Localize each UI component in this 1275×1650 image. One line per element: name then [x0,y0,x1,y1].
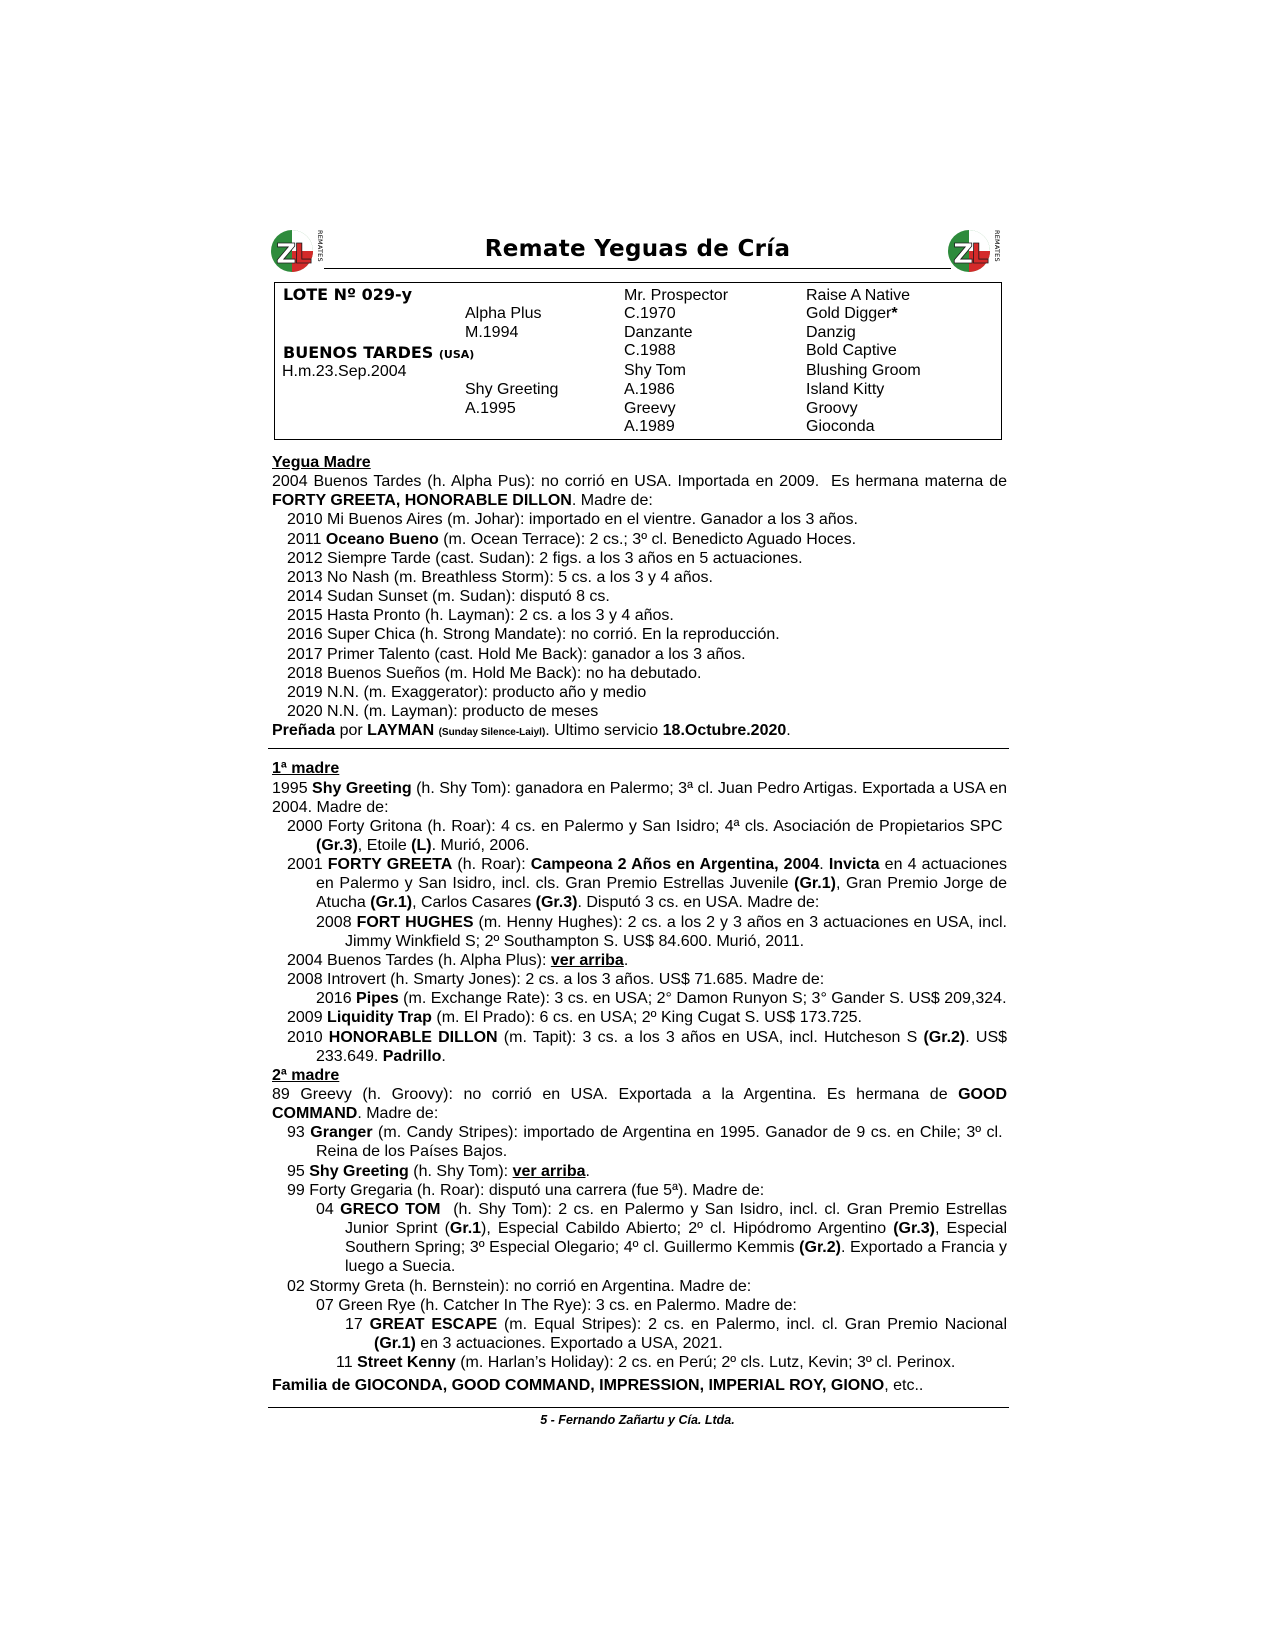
paragraph: 1995 Shy Greeting (h. Shy Tom): ganadora en Palermo; 3ª cl. Juan Pedro Artigas. Exportada a USA en 2004. Madre de: [272,779,1007,816]
list-item: 2004 Buenos Tardes (h. Alpha Plus): ver arriba. [287,951,629,969]
list-item: 2009 Liquidity Trap (m. El Prado): 6 cs. en USA; 2º King Cugat S. US$ 173.725. [287,1009,862,1027]
page-title: Remate Yeguas de Cría [484,236,791,262]
dam-info: A.1995 [465,400,516,417]
great-grandparent: Bold Captive [806,342,897,359]
list-item: 93 Granger (m. Candy Stripes): importado de Argentina en 1995. Ganador de 9 cs. en Chile; 3º cl. Reina de los Países Bajos. [287,1124,1008,1161]
paragraph: 89 Greevy (h. Groovy): no corrió en USA. Exportada a la Argentina. Es hermana de GOOD COMMAND. Madre de: [272,1086,1007,1123]
zl-remates-logo [947,225,1005,275]
grandparent-name: Mr. Prospector [624,287,729,304]
list-item: 95 Shy Greeting (h. Shy Tom): ver arriba. [287,1162,590,1180]
list-item: 2000 Forty Gritona (h. Roar): 4 cs. en Palermo y San Isidro; 4ª cls. Asociación de Propietarios SPC (Gr.3), Etoile (L). Murió, 2006. [287,817,1007,854]
section-title-2a-madre: 2ª madre [272,1066,340,1084]
section-title-1a-madre: 1ª madre [272,760,340,778]
great-grandparent: Groovy [806,400,858,417]
list-item: 02 Stormy Greta (h. Bernstein): no corrió en Argentina. Madre de: [287,1277,752,1295]
list-item: 2011 Oceano Bueno (m. Ocean Terrace): 2 cs.; 3º cl. Benedicto Aguado Hoces. [287,530,857,548]
list-item: 2018 Buenos Sueños (m. Hold Me Back): no ha debutado. [287,664,702,682]
list-item: 99 Forty Gregaria (h. Roar): disputó una carrera (fue 5ª). Madre de: [287,1181,765,1199]
great-grandparent: Gold Digger* [806,305,898,322]
list-item: 2016 Super Chica (h. Strong Mandate): no corrió. En la reproducción. [287,626,780,644]
list-item: 2008 Introvert (h. Smarty Jones): 2 cs. a los 3 años. US$ 71.685. Madre de: [287,971,825,989]
svg-text:REMATES: REMATES [316,230,324,262]
svg-text:REMATES: REMATES [993,230,1001,262]
list-item: 2010 Mi Buenos Aires (m. Johar): importado en el vientre. Ganador a los 3 años. [287,511,858,529]
grandparent-name: Greevy [624,400,676,417]
pedigree-table [274,282,1002,440]
lot-number: LOTE Nº 029-y [283,285,413,304]
great-grandparent: Blushing Groom [806,362,921,379]
grandparent-name: Danzante [624,324,693,341]
horse-origin: (USA) [438,348,475,361]
sire-info: M.1994 [465,324,519,341]
list-item: 2020 N.N. (m. Layman): producto de meses [287,703,599,721]
svg-text:Z: Z [953,237,974,270]
list-item: 17 GREAT ESCAPE (m. Equal Stripes): 2 cs. en Palermo, incl. cl. Gran Premio Nacional (Gr.1) en 3 actuaciones. Exportado a USA, 2021. [345,1315,1008,1353]
family-line: Familia de GIOCONDA, GOOD COMMAND, IMPRESSION, IMPERIAL ROY, GIONO, etc.. [272,1377,924,1395]
grandparent-info: C.1970 [624,305,676,322]
svg-text:L: L [971,237,989,270]
section-title-yegua-madre: Yegua Madre [272,454,371,471]
list-item: 11 Street Kenny (m. Harlan’s Holiday): 2 cs. en Perú; 2º cls. Lutz, Kevin; 3º cl. Perinox. [336,1354,956,1372]
paragraph: 2004 Buenos Tardes (h. Alpha Pus): no corrió en USA. Importada en 2009. Es hermana materna de FORTY GREETA, HONORABLE DILLON. Madre de: [272,473,1007,510]
list-item: 2010 HONORABLE DILLON (m. Tapit): 3 cs. a los 3 años en USA, incl. Hutcheson S (Gr.2). US$ 233.649. Padrillo. [287,1028,1008,1065]
great-grandparent: Danzig [806,324,856,341]
list-item: 2012 Siempre Tarde (cast. Sudan): 2 figs. a los 3 años en 5 actuaciones. [287,549,803,567]
grandparent-name: Shy Tom [624,362,686,379]
list-item: 2019 N.N. (m. Exaggerator): producto año y medio [287,683,647,701]
svg-text:L: L [294,237,312,270]
service-line: Preñada por LAYMAN (Sunday Silence-Laiyl). Ultimo servicio 18.Octubre.2020. [272,722,791,740]
grandparent-info: A.1989 [624,418,675,435]
list-item: 2001 FORTY GREETA (h. Roar): Campeona 2 Años en Argentina, 2004. Invicta en 4 actuaciones en Palermo y San Isidro, incl. cls. Gran Premio Estrellas Juvenile (Gr.1), Gran Premio Jorge de Atucha (Gr.1), Carlos Casares (Gr.3). Disputó 3 cs. en USA. Madre de: [287,856,1008,912]
great-grandparent: Gioconda [806,418,875,435]
horse-info: H.m.23.Sep.2004 [282,363,407,380]
great-grandparent-mark: * [891,305,898,322]
list-item: 2013 No Nash (m. Breathless Storm): 5 cs. a los 3 y 4 años. [287,568,713,586]
header-rule [324,268,951,269]
list-item: 04 GRECO TOM (h. Shy Tom): 2 cs. en Palermo y San Isidro, incl. cl. Gran Premio Estrellas Junior Sprint (Gr.1), Especial Cabildo Abierto; 2º cl. Hipódromo Argentino (Gr.3), Especial Southern Spring; 3º Especial Olegario; 4º cl. Guillermo Kemmis (Gr.2). Exportado a Francia y luego a Suecia. [316,1200,1008,1276]
great-grandparent: Island Kitty [806,381,885,398]
footer-rule [268,1407,1009,1408]
page-header [270,225,1005,275]
list-item: 2008 FORT HUGHES (m. Henny Hughes): 2 cs. a los 2 y 3 años en 3 actuaciones en USA, incl. Jimmy Winkfield S; 2º Southampton S. US$ 84.600. Murió, 2011. [316,913,1007,950]
grandparent-info: C.1988 [624,342,676,359]
list-item: 07 Green Rye (h. Catcher In The Rye): 3 cs. en Palermo. Madre de: [316,1296,797,1314]
list-item: 2014 Sudan Sunset (m. Sudan): disputó 8 cs. [287,588,610,606]
page-footer: 5 - Fernando Zañartu y Cía. Ltda. [540,1413,735,1427]
svg-text:Z: Z [276,237,297,270]
dam-name: Shy Greeting [465,381,559,398]
sire-name: Alpha Plus [465,305,542,322]
list-item: 2015 Hasta Pronto (h. Layman): 2 cs. a los 3 y 4 años. [287,607,674,625]
grandparent-info: A.1986 [624,381,675,398]
horse-name: BUENOS TARDES (USA) [283,343,475,362]
catalogue-body [272,453,1007,1396]
list-item: 2016 Pipes (m. Exchange Rate): 3 cs. en USA; 2° Damon Runyon S; 3° Gander S. US$ 209,324. [316,990,1007,1008]
list-item: 2017 Primer Talento (cast. Hold Me Back): ganador a los 3 años. [287,645,746,663]
section-divider [268,748,1009,749]
great-grandparent: Raise A Native [806,287,911,304]
